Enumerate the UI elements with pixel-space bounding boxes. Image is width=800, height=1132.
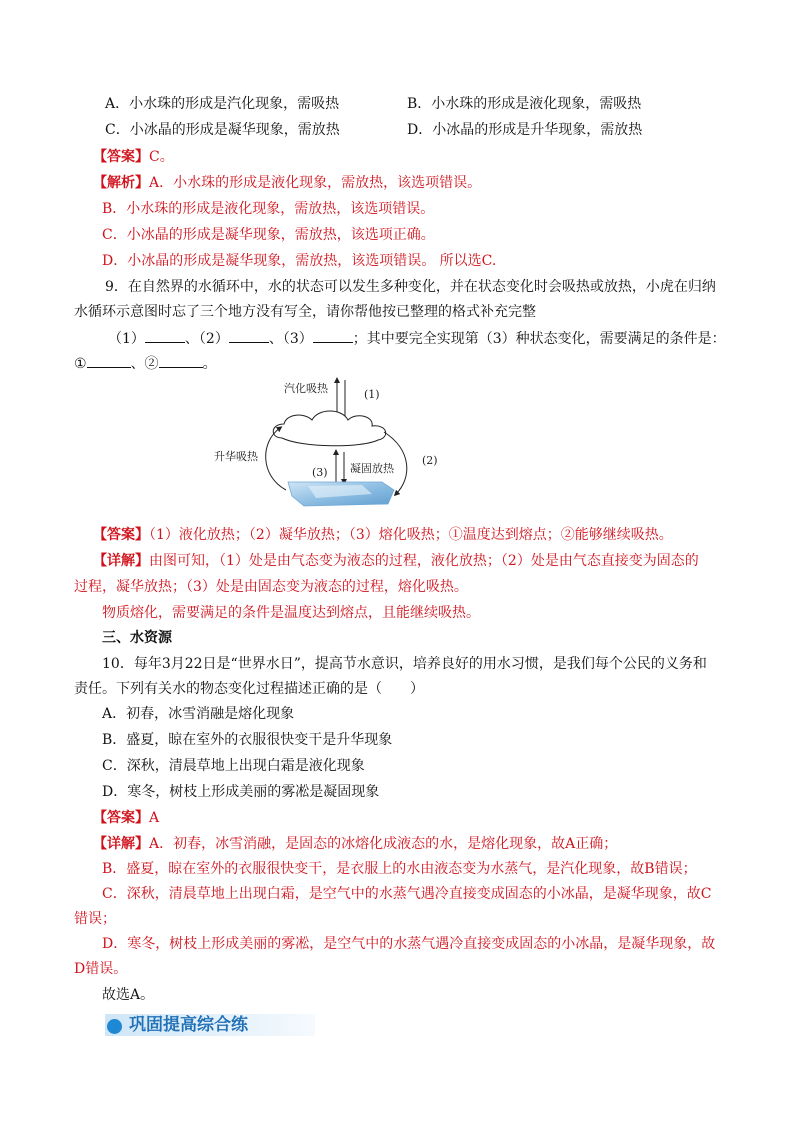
detail-text: A．初春，冰雪消融，是固态的冰熔化成液态的水，是熔化现象，故A正确； bbox=[149, 836, 618, 852]
q9-detail-line-2: 过程，凝华放热；（3）处是由固态变为液态的过程，熔化吸热。 bbox=[74, 579, 468, 595]
q8-analysis-line-3: C．小冰晶的形成是凝华现象，需放热，该选项正确。 bbox=[102, 227, 435, 243]
q8-answer bbox=[93, 147, 174, 167]
q10-detail-a bbox=[93, 834, 617, 854]
cond-end: 。 bbox=[202, 356, 217, 372]
q10-option-b: B．盛夏，晾在室外的衣服很快变干是升华现象 bbox=[102, 732, 393, 748]
water-cycle-diagram bbox=[212, 372, 442, 510]
blank-tail: ；其中要完全实现第（3）种状态变化，需要满足的条件是： bbox=[352, 331, 726, 347]
q10-stem-line-2: 责任。下列有关水的物态变化过程描述正确的是（ ） bbox=[74, 681, 424, 697]
q10-conclusion: 故选A。 bbox=[102, 987, 155, 1003]
section-banner bbox=[105, 1010, 315, 1036]
q8-option-a: A．小水珠的形成是汽化现象，需吸热 bbox=[105, 96, 340, 112]
q10-detail-c-line-1: C．深秋，清晨草地上出现白霜，是空气中的水蒸气遇冷直接变成固态的小冰晶，是凝华现象，故C bbox=[102, 886, 712, 902]
q10-option-a: A．初春，冰雪消融是熔化现象 bbox=[102, 706, 295, 722]
q10-detail-d-line-2: D错误。 bbox=[74, 961, 128, 977]
detail-tag: 【详解】 bbox=[93, 553, 149, 569]
answer-tag: 【答案】 bbox=[93, 149, 149, 165]
analysis-tag: 【解析】 bbox=[93, 175, 149, 191]
blank-sep-2: 、（3） bbox=[268, 331, 313, 347]
q10-detail-b: B．盛夏，晾在室外的衣服很快变干，是衣服上的水由液态变为水蒸气，是汽化现象，故B错误； bbox=[102, 861, 697, 877]
label-2: (2) bbox=[422, 454, 438, 467]
fill-blank-cond-1 bbox=[87, 353, 131, 368]
q9-stem-line-1: 9．在自然界的水循环中，水的状态可以发生多种变化，并在状态变化时会吸热或放热，小虎在归纳 bbox=[105, 279, 716, 295]
q10-option-d: D．寒冬，树枝上形成美丽的雾凇是凝固现象 bbox=[102, 784, 380, 800]
cond-1-label: ① bbox=[74, 356, 87, 372]
fill-blank-3 bbox=[313, 328, 353, 343]
banner-title: 巩固提高综合练 bbox=[129, 1015, 248, 1035]
q9-conditions bbox=[74, 353, 217, 374]
fill-blank-cond-2 bbox=[159, 353, 203, 368]
q10-detail-c-line-2: 错误； bbox=[74, 911, 116, 927]
q10-stem-line-1: 10．每年3月22日是“世界水日”，提高节水意识，培养良好的用水习惯，是我们每个公民的义务和 bbox=[102, 656, 707, 672]
blank-sep-1: 、（2） bbox=[184, 331, 229, 347]
label-1: (1) bbox=[364, 388, 380, 401]
blank-label-1: （1） bbox=[108, 331, 145, 347]
answer-tag: 【答案】 bbox=[93, 527, 149, 543]
fill-blank-2 bbox=[229, 328, 269, 343]
cloud-shape bbox=[273, 411, 385, 446]
q10-option-c: C．深秋，清晨草地上出现白霜是液化现象 bbox=[102, 758, 365, 774]
q9-detail-line-3: 物质熔化，需要满足的条件是温度达到熔点，且能继续吸热。 bbox=[102, 605, 480, 621]
analysis-line: A．小水珠的形成是液化现象，需放热，该选项错误。 bbox=[149, 175, 482, 191]
label-3: (3) bbox=[312, 466, 328, 479]
q8-analysis bbox=[93, 173, 481, 193]
q8-option-b: B．小水珠的形成是液化现象，需吸热 bbox=[407, 96, 642, 112]
cond-sep: 、② bbox=[130, 356, 159, 372]
answer-value: C。 bbox=[149, 149, 174, 165]
bullet-dot-icon bbox=[107, 1019, 122, 1034]
answer-value: （1）液化放热；（2）凝华放热；（3）熔化吸热；①温度达到熔点；②能够继续吸热。 bbox=[149, 527, 673, 543]
q9-stem-line-2: 水循环示意图时忘了三个地方没有写全，请你帮他按已整理的格式补充完整 bbox=[74, 304, 536, 320]
q10-answer bbox=[93, 808, 159, 828]
label-freezing: 凝固放热 bbox=[350, 462, 394, 475]
q8-analysis-line-2: B．小水珠的形成是液化现象，需放热，该选项错误。 bbox=[102, 201, 435, 217]
section-title: 三、水资源 bbox=[102, 630, 172, 646]
detail-text: 由图可知，（1）处是由气态变为液态的过程，液化放热；（2）处是由气态直接变为固态的 bbox=[149, 553, 699, 569]
q8-option-c: C．小冰晶的形成是凝华现象，需放热 bbox=[105, 122, 340, 138]
q8-analysis-line-4: D．小冰晶的形成是凝华现象，需放热，该选项错误。 所以选C. bbox=[102, 253, 497, 269]
q8-option-d: D．小冰晶的形成是升华现象，需放热 bbox=[407, 122, 643, 138]
answer-tag: 【答案】 bbox=[93, 810, 149, 826]
detail-tag: 【详解】 bbox=[93, 836, 149, 852]
label-sublimation: 升华吸热 bbox=[214, 450, 258, 463]
q10-detail-d-line-1: D．寒冬，树枝上形成美丽的雾凇，是空气中的水蒸气遇冷直接变成固态的小冰晶，是凝华现象，故 bbox=[102, 936, 716, 952]
label-evaporation: 汽化吸热 bbox=[284, 382, 328, 395]
fill-blank-1 bbox=[145, 328, 185, 343]
answer-value: A bbox=[149, 810, 160, 826]
q9-detail-line-1 bbox=[93, 551, 699, 571]
q9-blanks bbox=[108, 328, 726, 349]
q9-answer bbox=[93, 525, 673, 545]
